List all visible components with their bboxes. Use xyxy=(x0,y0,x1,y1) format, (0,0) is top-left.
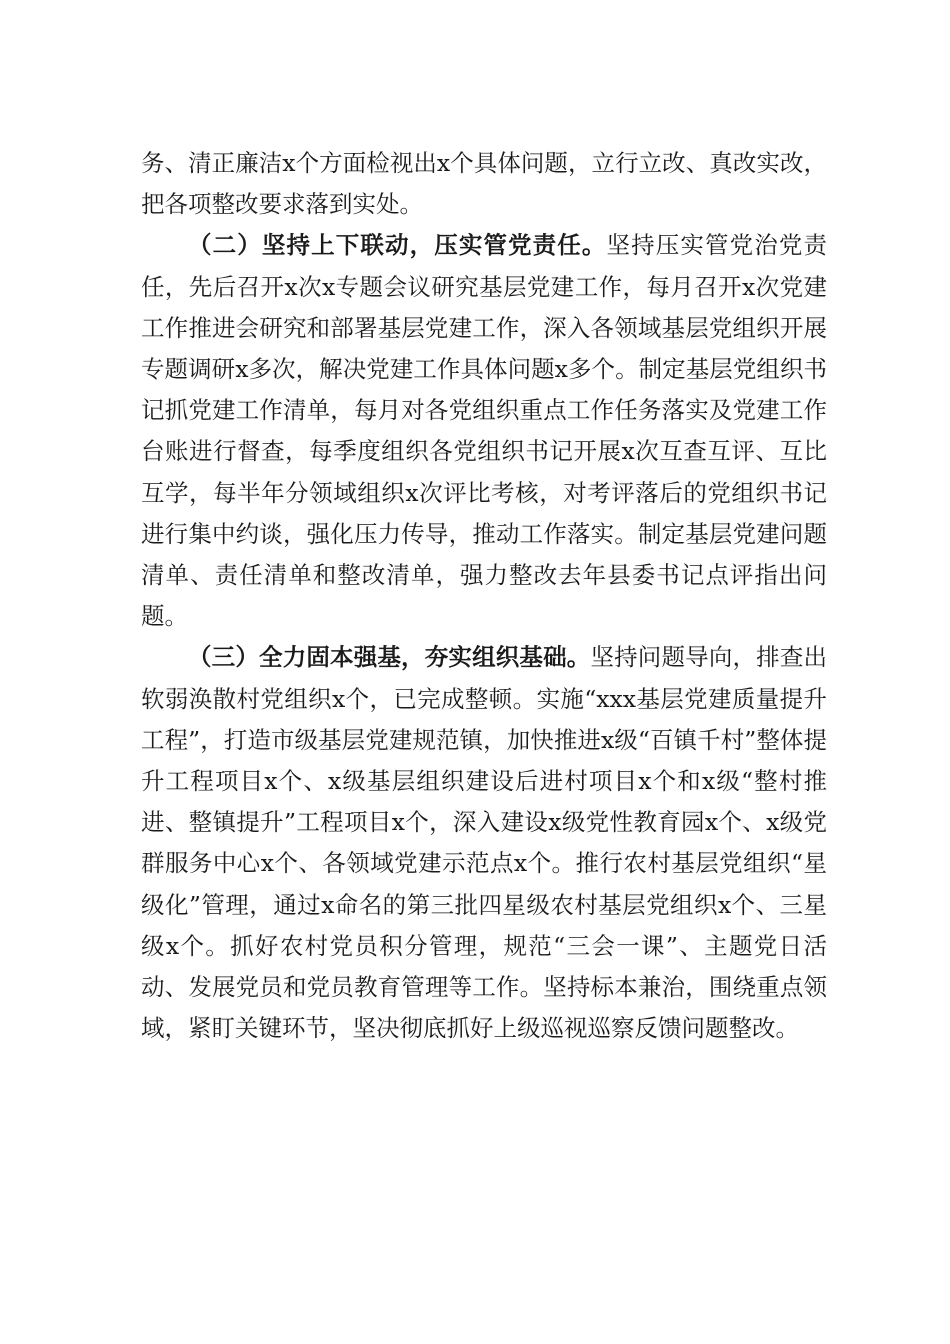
section-3-body: 坚持问题导向，排查出软弱涣散村党组织x个，已完成整顿。实施“xxx基层党建质量提升工程”，打造市级基层党建规范镇，加快推进x级“百镇千村”整体提升工程项目x个、x级基层组织建设后进村项目x个和x级“整村推进、整镇提升”工程项目x个，深入建设x级党性教育园x个、x级党群服务中心x个、各领域党建示范点x个。推行农村基层党组织“星级化”管理，通过x命名的第三批四星级农村基层党组织x个、三星级x个。抓好农村党员积分管理，规范“三会一课”、主题党日活动、发展党员和党员教育管理等工作。坚持标本兼治，围绕重点领域，紧盯关键环节，坚决彻底抓好上级巡视巡察反馈问题整改。 xyxy=(141,643,828,1043)
section-2-body: 坚持压实管党治党责任，先后召开x次x专题会议研究基层党建工作，每月召开x次党建工作推进会研究和部署基层党建工作，深入各领域基层党组织开展专题调研x多次，解决党建工作具体问题x多个。制定基层党组织书记抓党建工作清单，每月对各党组织重点工作任务落实及党建工作台账进行督查，每季度组织各党组织书记开展x次互查互评、互比互学，每半年分领域组织x次评比考核，对考评落后的党组织书记进行集中约谈，强化压力传导，推动工作落实。制定基层党建问题清单、责任清单和整改清单，强力整改去年县委书记点评指出问题。 xyxy=(141,231,828,631)
document-body xyxy=(141,143,827,1049)
section-3-heading: （三）全力固本强基，夯实组织基础。 xyxy=(188,643,591,672)
paragraph-continuation xyxy=(141,143,827,225)
paragraph-section-3 xyxy=(141,637,827,1049)
paragraph-1-body: 务、清正廉洁x个方面检视出x个具体问题，立行立改、真改实改，把各项整改要求落到实处。 xyxy=(141,149,827,219)
section-2-heading: （二）坚持上下联动，压实管党责任。 xyxy=(188,231,607,260)
paragraph-section-2 xyxy=(141,225,827,637)
